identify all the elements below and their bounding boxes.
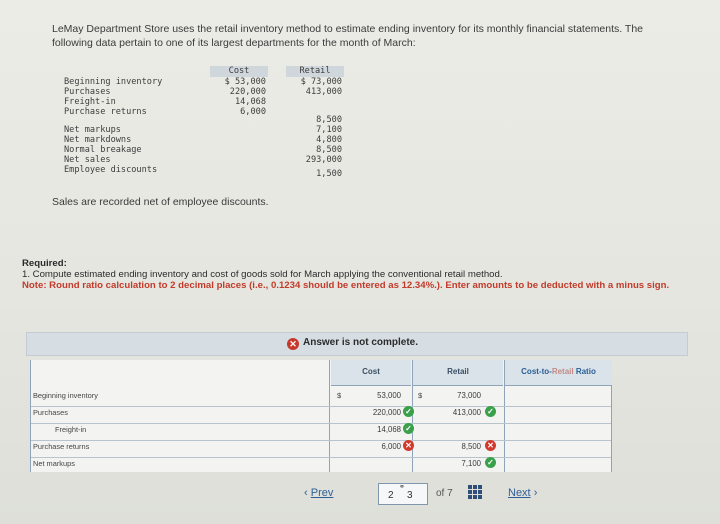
banner-content — [287, 337, 418, 350]
retail-input[interactable]: 8,500 — [461, 442, 481, 451]
row-label: Normal breakage — [64, 145, 142, 155]
row-label: Net markups — [64, 125, 121, 135]
retail-value: 293,000 — [305, 155, 342, 165]
data-row — [58, 135, 348, 145]
cost-value: $ 53,000 — [224, 77, 266, 87]
chevron-right-icon: › — [533, 487, 538, 499]
grid-row-label: Net markups — [33, 459, 75, 468]
retail-value: 8,500 — [316, 145, 342, 155]
problem-intro: LeMay Department Store uses the retail inventory method to estimate ending inventory for its monthly financial statements. The following data pertain to one of its largest departments for the month of March: — [52, 23, 644, 49]
next-button[interactable] — [508, 487, 537, 499]
cost-input[interactable]: 6,000 — [381, 442, 401, 451]
retail-value: $ 73,000 — [300, 77, 342, 87]
grid-divider — [412, 360, 413, 472]
grid-divider — [504, 360, 505, 472]
required-section — [22, 258, 720, 291]
x-icon: ✕ — [403, 440, 414, 451]
dollar-sign: $ — [337, 391, 342, 400]
grid-row-label: Purchases — [33, 408, 68, 417]
retail-value: 413,000 — [305, 87, 342, 97]
retail-value: 7,100 — [316, 125, 342, 135]
sales-note: Sales are recorded net of employee discounts. — [52, 196, 269, 208]
required-note: Note: Round ratio calculation to 2 decimal places (i.e., 0.1234 should be entered as 12.34%.). Enter amounts to be deducted with a minus sign. — [22, 280, 670, 291]
grid-header-retail: Retail — [413, 360, 503, 386]
grid-divider — [329, 360, 330, 472]
ratio-header-part: Retail — [551, 367, 574, 376]
cost-value: 220,000 — [229, 87, 266, 97]
data-row — [58, 107, 348, 125]
row-label: Employee discounts — [64, 165, 158, 175]
grid-row-label: Freight-in — [55, 425, 87, 434]
answer-grid — [30, 360, 612, 472]
retail-input[interactable]: 7,100 — [461, 459, 481, 468]
grid-header-ratio — [505, 360, 612, 386]
cost-value: 6,000 — [240, 107, 266, 117]
check-icon: ✓ — [485, 457, 496, 468]
page-count: of 7 — [436, 488, 453, 499]
check-icon: ✓ — [403, 423, 414, 434]
row-label: Net markdowns — [64, 135, 132, 145]
prev-button[interactable] — [304, 487, 333, 499]
data-row — [58, 165, 348, 179]
dollar-sign: $ — [418, 391, 423, 400]
data-row — [58, 145, 348, 155]
x-icon: ✕ — [485, 440, 496, 451]
retail-value: 1,500 — [316, 169, 342, 179]
retail-value: 8,500 — [316, 115, 342, 125]
grid-header-cost: Cost — [331, 360, 411, 386]
page-number[interactable]: 3 — [407, 490, 413, 501]
grid-row-line — [31, 440, 611, 441]
data-row — [58, 155, 348, 165]
grid-row-label: Purchase returns — [33, 442, 90, 451]
grid-row-line — [31, 457, 611, 458]
retail-value: 4,800 — [316, 135, 342, 145]
cost-input[interactable]: 53,000 — [377, 391, 401, 400]
retail-input[interactable]: 73,000 — [457, 391, 481, 400]
data-row — [58, 87, 348, 97]
row-label: Net sales — [64, 155, 111, 165]
pagination — [296, 480, 566, 508]
check-icon: ✓ — [485, 406, 496, 417]
grid-row-line — [31, 406, 611, 407]
given-data-table — [58, 66, 348, 184]
cost-input[interactable]: 220,000 — [372, 408, 401, 417]
row-label: Purchases — [64, 87, 111, 97]
cost-column-header: Cost — [228, 66, 250, 76]
answer-status-banner — [26, 332, 688, 356]
data-row — [58, 77, 348, 87]
row-label: Freight-in — [64, 97, 116, 107]
grid-menu-icon[interactable] — [468, 485, 482, 499]
data-row — [58, 97, 348, 107]
required-heading: Required: — [22, 258, 67, 269]
prev-label: Prev — [310, 487, 334, 499]
link-icon: ⚭ — [399, 484, 405, 491]
check-icon: ✓ — [403, 406, 414, 417]
next-label: Next — [508, 487, 531, 499]
data-row — [58, 125, 348, 135]
ratio-header-part: Cost-to- — [521, 367, 552, 376]
required-task: 1. Compute estimated ending inventory and cost of goods sold for March applying the conventional retail method. — [22, 269, 503, 280]
grid-row-label: Beginning inventory — [33, 391, 98, 400]
page-selector[interactable] — [378, 483, 428, 505]
row-label: Purchase returns — [64, 107, 147, 117]
banner-text: Answer is not complete. — [303, 337, 419, 348]
grid-row-line — [31, 423, 611, 424]
ratio-header-part: Ratio — [573, 367, 596, 376]
cost-input[interactable]: 14,068 — [377, 425, 401, 434]
row-label: Beginning inventory — [64, 77, 163, 87]
retail-column-header: Retail — [299, 66, 331, 76]
page-number[interactable]: 2 — [388, 490, 394, 501]
cost-value: 14,068 — [234, 97, 266, 107]
chevron-left-icon: ‹ — [304, 487, 308, 499]
retail-input[interactable]: 413,000 — [452, 408, 481, 417]
error-icon: ✕ — [287, 338, 299, 350]
